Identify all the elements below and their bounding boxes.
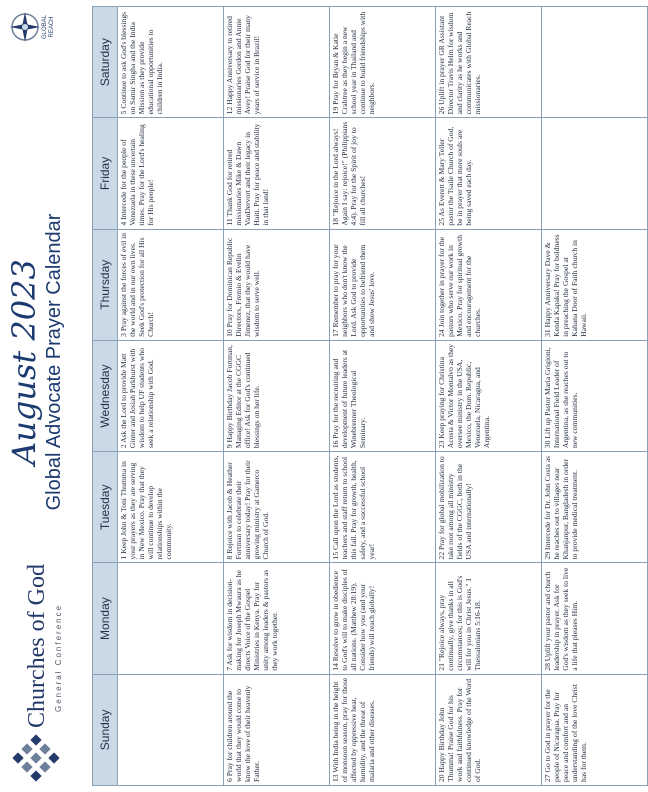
day-text: 28 Uplift your pastor and church leadership in prayer. Ask for God's wisdom as they seek to live a life that pleases Him. [543, 567, 579, 671]
day-cell [118, 340, 224, 451]
week-row [436, 7, 542, 786]
diamond-cross-icon [12, 734, 60, 782]
calendar-grid [92, 6, 648, 786]
day-cell [224, 7, 330, 118]
day-text: 24 Join together in prayer for the pastors who serve our work in Mexico. Pray for spiritual growth and encouragement for the churches. [437, 235, 482, 337]
day-text: 29 Intercede for Dr. John Costa as he reaches out to villages near Khanjanpur, Bangladesh in order to provide medical treatment. [543, 455, 579, 560]
day-cell [224, 118, 330, 229]
day-text: 10 Pray for Dominican Republic Directors, Fremio & Evelin Jimenez, that they would have wisdom to serve well. [225, 237, 261, 337]
day-cell [224, 452, 330, 563]
day-header-monday: Monday [93, 563, 118, 674]
day-text [120, 566, 221, 670]
day-cell [330, 7, 436, 118]
day-text: 1 Keep John & Toni Thumma in your prayers as they are serving in New Mexico. Pray that they will continue to develop relationships within the community. [119, 461, 173, 560]
day-text: 26 Uplift in prayer GR Assistant Director Travis Helm for wisdom and clarity as he works and communicates with Global Reach missionaries. [437, 11, 482, 115]
day-text: 4 Intercede for the people of Venezuela in these uncertain times. Pray for the Lord's healing for His people! [119, 124, 155, 226]
day-text: 20 Happy Birthday John Thumma! Praise God for his work and faithfulness. Pray for continued knowledge of the Word of God. [437, 678, 482, 782]
title-block [6, 212, 66, 512]
day-cell [542, 7, 648, 118]
day-text: 11 Thank God for retired missionaries Mike & Dawn VanDervort and their legacy in Haiti. Pray for peace and stability in that land! [225, 123, 270, 226]
day-cell [542, 563, 648, 674]
day-header-sunday: Sunday [93, 674, 118, 785]
day-header-saturday: Saturday [93, 7, 118, 118]
day-header-friday: Friday [93, 118, 118, 229]
day-cell [330, 229, 436, 340]
day-cell [436, 563, 542, 674]
day-cell [118, 118, 224, 229]
page-title: Global Advocate Prayer Calendar [43, 213, 65, 511]
day-text: 3 Pray against the forces of evil in the world and in our own lives. Seek God's protection for all His Church! [119, 232, 155, 337]
globe-compass-icon [8, 7, 42, 47]
day-cell [118, 674, 224, 785]
week-row [542, 7, 648, 786]
day-cell [436, 229, 542, 340]
day-cell [436, 118, 542, 229]
day-cell [330, 674, 436, 785]
day-text: 23 Keep praying for Christina Acosta & Victor Montalvo as they oversee ministry in the USA, Mexico, the Dom. Republic, Venezuela, Nicaragua, and Argentina. [437, 343, 491, 449]
day-cell [224, 340, 330, 451]
day-text: 25 As Everett & Mary Teller pastor the Tsaile Church of God, be in prayer that more souls are being saved each day. [437, 126, 473, 226]
day-cell [224, 563, 330, 674]
day-cell [436, 340, 542, 451]
day-text: 31 Happy Anniversary Dave & Kenda Kapaka! Pray for boldness in preaching the Gospel at Kahana Door of Faith church in Hawaii. [543, 234, 588, 337]
day-text [544, 10, 645, 114]
week-row [224, 7, 330, 786]
week-row [118, 7, 224, 786]
weekday-header-row [93, 7, 118, 786]
day-cell [330, 452, 436, 563]
day-text [120, 678, 221, 782]
day-text: 9 Happy Birthday Jacob Fortman, Managing Editor at the CGGC office! Ask for God's continued blessings on her life. [225, 345, 261, 449]
day-cell [542, 452, 648, 563]
day-text: 5 Continue to ask God's blessings on Samir Singha and the India Mission as they provide educational opportunities to children in India. [119, 11, 164, 115]
day-text: 6 Pray for children around the world that they would come to know the love of their heavenly Father. [225, 685, 261, 782]
day-cell [118, 229, 224, 340]
day-cell [542, 674, 648, 785]
org-logo [12, 564, 65, 782]
day-text: 27 Go to God in prayer for the people of Nicaragua. Pray for peace and comfort and an understanding of the love Christ has for them. [543, 684, 588, 782]
day-text: 22 Pray for global mobilization to take root among all ministry fields of the CGGC, both in the USA and internationally! [437, 456, 473, 560]
day-text: 2 Ask the Lord to provide Matt Ginter and Josiah Parkhurst with wisdom to help UF students who seek a relationship with God. [119, 347, 155, 449]
day-cell [542, 118, 648, 229]
day-text: 7 Ask for wisdom in decision-making for Joseph Mwaura as he directs Voice of the Gospel Ministries in Kenya. Pray for unity among leaders & pastors as they work together. [225, 569, 279, 671]
day-cell [224, 674, 330, 785]
day-text: 16 Pray for the recruiting and development of future leaders at Winebrenner Theological Seminary. [331, 349, 367, 449]
day-text: 14 Resolve to grow in obedience to God's will to make disciples of all nations. (Matthew 28:19). Consider how you (and your friends) will reach globally! [331, 568, 376, 671]
day-header-wednesday: Wednesday [93, 340, 118, 451]
day-text: 8 Rejoice with Jacob & Heather Fortman to celebrate their anniversary today! Pray for their growing ministry at Gamerco Church of God. [225, 460, 270, 560]
day-text [544, 121, 645, 225]
global-reach-logo [8, 7, 78, 47]
day-cell [542, 340, 648, 451]
day-cell [330, 563, 436, 674]
day-text: 30 Lift up Pastor Maria Grigioni, International Field Leader of Argentina, as she reaches out to new communities. [543, 347, 579, 449]
day-cell [118, 452, 224, 563]
day-cell [436, 452, 542, 563]
day-cell [224, 229, 330, 340]
day-cell [330, 118, 436, 229]
day-header-tuesday: Tuesday [93, 452, 118, 563]
day-cell [118, 563, 224, 674]
day-text: 15 Call upon the Lord as students, teachers and staff return to school this fall. Pray for growth, health, safety, and a successful school year! [331, 455, 376, 560]
day-cell [542, 229, 648, 340]
day-text: 18 "Rejoice in the Lord always! Again I say: rejoice!" (Philippians 4:4). Pray for the Spirit of joy to fill all churches! [331, 121, 367, 226]
global-reach-label: GLOBAL REACH [42, 15, 55, 40]
day-text: 12 Happy Anniversary to retired missionaries Gordon and Annie Avey! Praise God for their many years of service in Brazil! [225, 15, 261, 115]
header [0, 0, 90, 792]
org-subtitle: General Conference [54, 603, 63, 712]
month-title: August 2023 [5, 259, 43, 465]
day-header-thursday: Thursday [93, 229, 118, 340]
day-text: 19 Pray for Bryan & Katie Crabtree as they begin a new school year in Thailand and continue to build friendships with neighbors. [331, 11, 376, 115]
day-cell [330, 340, 436, 451]
org-name: Churches of God [24, 564, 50, 728]
day-text: 13 With India being in the height of monsoon season, pray for those affected by oppressive heat, humidity, and the threat of malaria and other diseases. [331, 677, 376, 782]
day-text: 17 Remember to pray for your neighbors who don't know the Lord. Ask God to provide opportunities to befriend them and show Jesus' love. [331, 244, 376, 337]
day-cell [436, 7, 542, 118]
day-cell [118, 7, 224, 118]
day-cell [436, 674, 542, 785]
week-row [330, 7, 436, 786]
day-text: 21 "Rejoice always, pray continually, give thanks in all circumstances; for this is God's will for you in Christ Jesus." 1 Thessalonians 5:16-18. [437, 575, 482, 671]
